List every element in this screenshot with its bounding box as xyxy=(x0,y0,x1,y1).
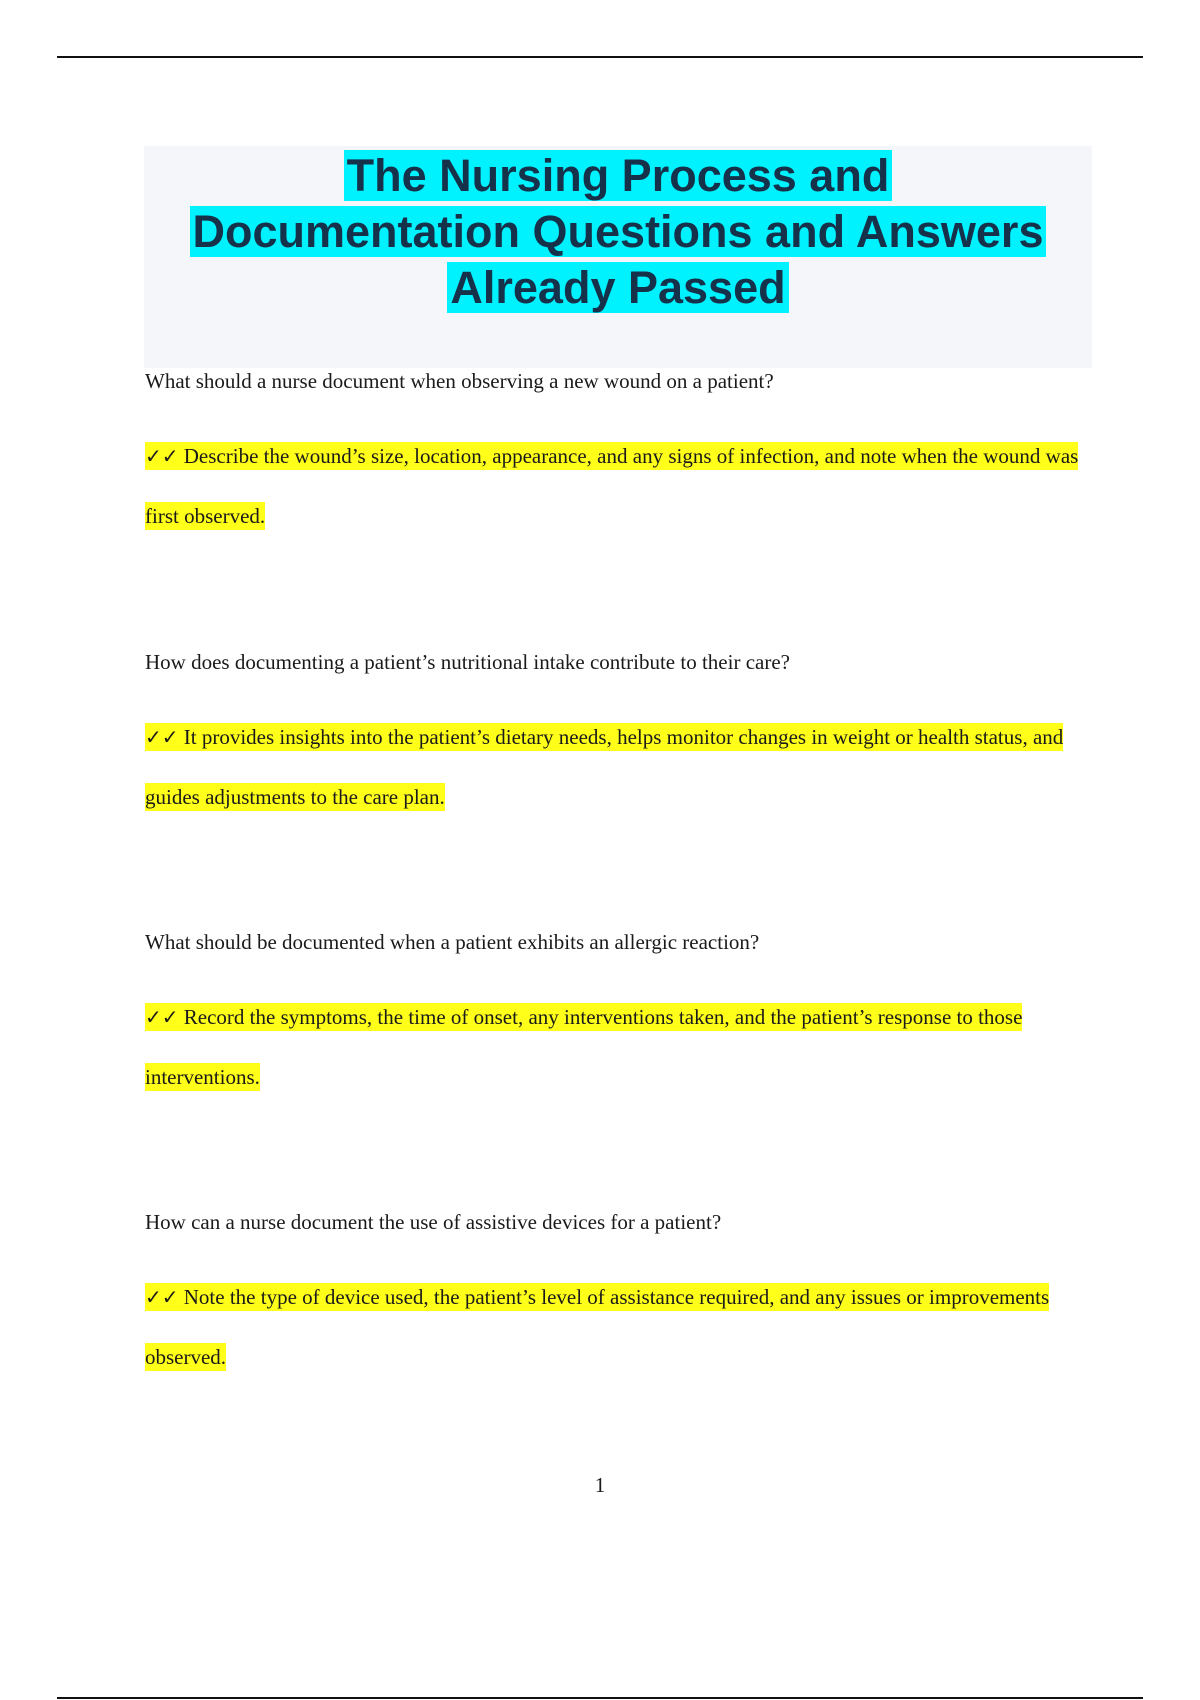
title-line-1: The Nursing Process and xyxy=(344,150,893,201)
qa-item-2 xyxy=(145,647,1085,827)
double-check-icon: ✓✓ xyxy=(145,725,179,749)
qa-item-3 xyxy=(145,927,1085,1107)
question-text: How does documenting a patient’s nutritional intake contribute to their care? xyxy=(145,650,790,674)
title-line-3: Already Passed xyxy=(447,262,788,313)
title-line-2: Documentation Questions and Answers xyxy=(190,206,1047,257)
answer-body: Describe the wound’s size, location, appearance, and any signs of infection, and note when the wound was first observed. xyxy=(145,444,1079,528)
answer-body: Record the symptoms, the time of onset, any interventions taken, and the patient’s response to those interventions. xyxy=(145,1005,1023,1089)
answer-text xyxy=(145,1267,1085,1387)
page-number: 1 xyxy=(594,1473,606,1497)
double-check-icon: ✓✓ xyxy=(145,444,179,468)
question-text: How can a nurse document the use of assistive devices for a patient? xyxy=(145,1210,722,1234)
bottom-rule xyxy=(57,1697,1143,1699)
qa-item-4 xyxy=(145,1207,1085,1387)
double-check-icon: ✓✓ xyxy=(145,1005,179,1029)
document-title xyxy=(144,146,1092,316)
answer-text xyxy=(145,987,1085,1107)
qa-item-1 xyxy=(145,366,1085,546)
question-text: What should be documented when a patient exhibits an allergic reaction? xyxy=(145,930,760,954)
double-check-icon: ✓✓ xyxy=(145,1285,179,1309)
question-text: What should a nurse document when observing a new wound on a patient? xyxy=(145,369,774,393)
answer-text xyxy=(145,707,1085,827)
top-rule xyxy=(57,56,1143,58)
title-box xyxy=(144,146,1092,368)
answer-text xyxy=(145,426,1085,546)
answer-body: It provides insights into the patient’s dietary needs, helps monitor changes in weight or health status, and guides adjustments to the care plan. xyxy=(145,725,1064,809)
answer-body: Note the type of device used, the patient’s level of assistance required, and any issues or improvements observed. xyxy=(145,1285,1050,1369)
